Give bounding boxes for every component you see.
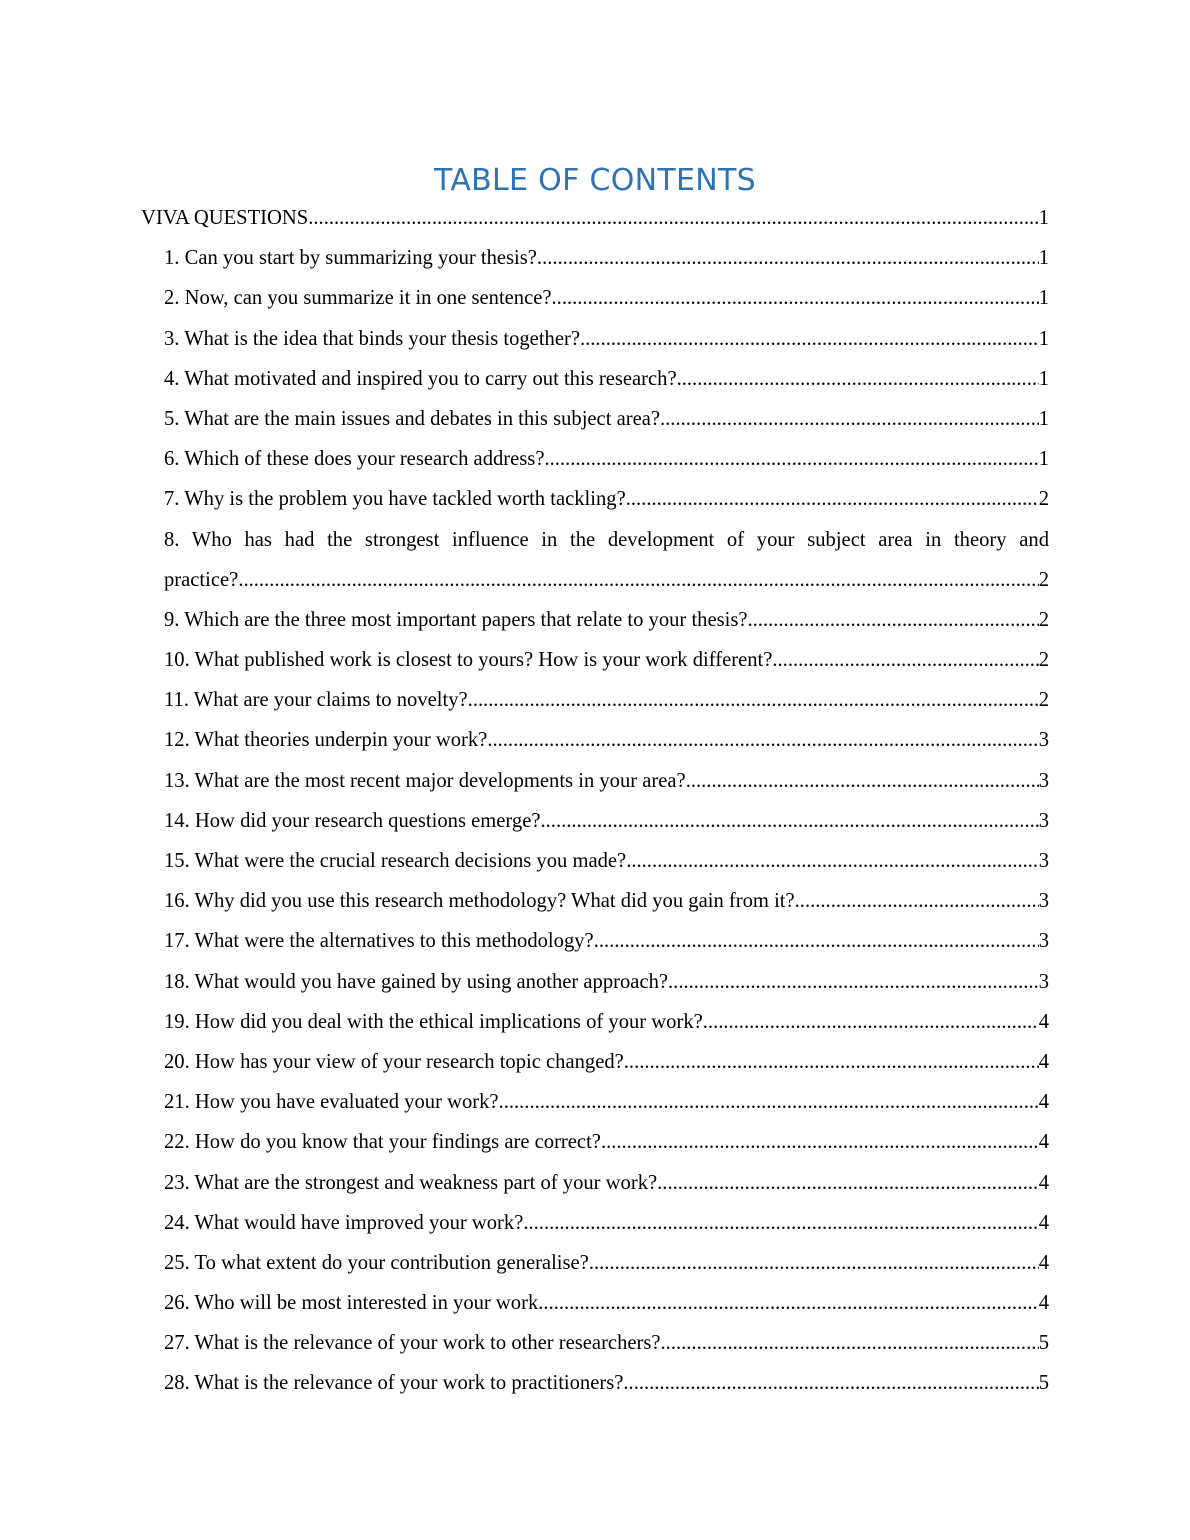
toc-entry[interactable] xyxy=(141,881,1049,921)
dot-leader xyxy=(626,841,1039,881)
toc-page-number: 2 xyxy=(1038,608,1049,631)
toc-entry-text: 16. Why did you use this research methodology? What did you gain from it? xyxy=(164,890,795,913)
dot-leader xyxy=(686,761,1039,801)
toc-entry[interactable] xyxy=(141,801,1049,841)
dot-leader xyxy=(523,1203,1038,1243)
toc-entry[interactable] xyxy=(141,1363,1049,1403)
toc-page-number: 1 xyxy=(1038,327,1049,350)
toc-entry[interactable] xyxy=(141,319,1049,359)
toc-page-number: 4 xyxy=(1038,1091,1049,1114)
toc-entry-text: 6. Which of these does your research address? xyxy=(164,448,545,471)
dot-leader xyxy=(657,1163,1039,1203)
dot-leader xyxy=(624,1042,1039,1082)
toc-entry[interactable] xyxy=(141,1283,1049,1323)
dot-leader xyxy=(238,560,1038,600)
toc-title: TABLE OF CONTENTS xyxy=(434,163,756,198)
toc-page-number: 1 xyxy=(1038,367,1049,390)
toc-entry[interactable] xyxy=(141,238,1049,278)
toc-entry-text: 3. What is the idea that binds your thesis together? xyxy=(164,327,580,350)
toc-entry[interactable] xyxy=(141,1122,1049,1162)
dot-leader xyxy=(601,1122,1039,1162)
toc-entry[interactable] xyxy=(141,399,1049,439)
toc-page-number: 4 xyxy=(1038,1131,1049,1154)
toc-page-number: 3 xyxy=(1038,769,1049,792)
toc-entry-text: VIVA QUESTIONS xyxy=(141,207,309,229)
toc-page-number: 1 xyxy=(1038,287,1049,310)
toc-entry[interactable] xyxy=(141,1002,1049,1042)
toc-entry-text: 1. Can you start by summarizing your thesis? xyxy=(164,247,537,270)
toc-page-number: 3 xyxy=(1038,850,1049,872)
toc-entry-text: 19. How did you deal with the ethical implications of your work? xyxy=(164,1010,703,1033)
toc-entry[interactable] xyxy=(141,1203,1049,1243)
toc-page-number: 3 xyxy=(1038,890,1049,913)
dot-leader xyxy=(499,1082,1039,1122)
dot-leader xyxy=(660,399,1039,439)
toc-entry[interactable] xyxy=(141,841,1049,881)
toc-page-number: 3 xyxy=(1038,970,1049,993)
dot-leader xyxy=(541,801,1039,841)
dot-leader xyxy=(772,640,1038,680)
toc-page-number: 3 xyxy=(1038,809,1049,832)
toc-entry[interactable] xyxy=(141,439,1049,479)
toc-entry[interactable] xyxy=(141,479,1049,519)
dot-leader xyxy=(594,921,1039,961)
toc-page-number: 1 xyxy=(1038,207,1049,229)
toc-page-number: 5 xyxy=(1038,1372,1049,1395)
toc-page-number: 3 xyxy=(1038,930,1049,953)
toc-entry[interactable] xyxy=(141,761,1049,801)
toc-entry-text: 26. Who will be most interested in your work xyxy=(164,1292,539,1315)
toc-entry-text: 2. Now, can you summarize it in one sentence? xyxy=(164,287,552,310)
toc-entry-8[interactable] xyxy=(141,520,1049,600)
dot-leader xyxy=(580,319,1039,359)
toc-entry[interactable] xyxy=(141,640,1049,680)
toc-entry-text: 15. What were the crucial research decisions you made? xyxy=(164,850,627,872)
toc-page-number: 1 xyxy=(1038,448,1049,471)
dot-leader xyxy=(538,1283,1038,1323)
dot-leader xyxy=(623,1363,1038,1403)
toc-entry-viva-questions[interactable] xyxy=(141,198,1049,238)
toc-entry-text: 7. Why is the problem you have tackled worth tackling? xyxy=(164,488,626,511)
toc-entry-text: 13. What are the most recent major developments in your area? xyxy=(164,769,686,792)
toc-entry-text: 12. What theories underpin your work? xyxy=(164,729,488,752)
toc-entry[interactable] xyxy=(141,680,1049,720)
toc-entries-group xyxy=(141,600,1049,1404)
dot-leader xyxy=(748,600,1039,640)
toc-page-number: 1 xyxy=(1038,407,1049,430)
dot-leader xyxy=(626,479,1039,519)
toc-entry-text: 14. How did your research questions emerge? xyxy=(164,809,541,832)
dot-leader xyxy=(552,278,1039,318)
toc-entry-text: 10. What published work is closest to yours? How is your work different? xyxy=(164,649,773,672)
toc-entries-group xyxy=(141,238,1049,519)
toc-page-number: 3 xyxy=(1038,729,1049,752)
toc-page-number: 2 xyxy=(1038,649,1049,672)
dot-leader xyxy=(668,962,1039,1002)
toc-entry[interactable] xyxy=(141,1163,1049,1203)
toc-page-number: 5 xyxy=(1038,1332,1049,1355)
toc-entry-text: 25. To what extent do your contribution generalise? xyxy=(164,1251,589,1274)
toc-entry[interactable] xyxy=(141,359,1049,399)
toc-entry[interactable] xyxy=(141,600,1049,640)
table-of-contents xyxy=(141,198,1049,1404)
toc-entry-text: 28. What is the relevance of your work to practitioners? xyxy=(164,1372,624,1395)
dot-leader xyxy=(677,359,1039,399)
toc-entry[interactable] xyxy=(141,1243,1049,1283)
toc-page-number: 4 xyxy=(1038,1171,1049,1194)
toc-entry[interactable] xyxy=(141,1082,1049,1122)
toc-entry-text: 27. What is the relevance of your work to other researchers? xyxy=(164,1332,661,1355)
toc-page-number: 4 xyxy=(1038,1050,1049,1073)
toc-entry-text-line1: 8. Who has had the strongest influence in the development of your subject area in theory and xyxy=(164,528,1049,551)
toc-entry-text-line2: practice? xyxy=(164,568,239,591)
toc-entry-text: 18. What would you have gained by using another approach? xyxy=(164,970,669,993)
toc-entry-text: 4. What motivated and inspired you to carry out this research? xyxy=(164,367,677,390)
toc-entry-text: 23. What are the strongest and weakness part of your work? xyxy=(164,1171,658,1194)
dot-leader xyxy=(703,1002,1039,1042)
dot-leader xyxy=(589,1243,1039,1283)
toc-entry-text: 5. What are the main issues and debates in this subject area? xyxy=(164,407,660,430)
dot-leader xyxy=(537,238,1039,278)
toc-entry-line2 xyxy=(164,560,1049,600)
toc-entry-text: 20. How has your view of your research topic changed? xyxy=(164,1050,624,1073)
toc-entry[interactable] xyxy=(141,720,1049,760)
toc-entry-text: 9. Which are the three most important papers that relate to your thesis? xyxy=(164,608,748,631)
toc-entry[interactable] xyxy=(141,921,1049,961)
toc-entry-text: 21. How you have evaluated your work? xyxy=(164,1091,499,1114)
dot-leader xyxy=(308,198,1038,238)
toc-page-number: 4 xyxy=(1038,1211,1049,1234)
toc-entry-text: 22. How do you know that your findings are correct? xyxy=(164,1131,601,1154)
toc-page-number: 2 xyxy=(1038,488,1049,511)
dot-leader xyxy=(795,881,1039,921)
dot-leader xyxy=(544,439,1038,479)
toc-page-number: 2 xyxy=(1038,689,1049,712)
toc-page-number: 4 xyxy=(1038,1010,1049,1033)
toc-entry-text: 11. What are your claims to novelty? xyxy=(164,689,468,712)
toc-entry-text: 24. What would have improved your work? xyxy=(164,1211,524,1234)
dot-leader xyxy=(468,680,1039,720)
toc-page-number: 1 xyxy=(1038,247,1049,270)
toc-page-number: 2 xyxy=(1038,568,1049,591)
toc-entry[interactable] xyxy=(141,278,1049,318)
toc-page-number: 4 xyxy=(1038,1251,1049,1274)
toc-entry[interactable] xyxy=(141,1042,1049,1082)
toc-entry[interactable] xyxy=(141,962,1049,1002)
dot-leader xyxy=(661,1323,1039,1363)
toc-entry-text: 17. What were the alternatives to this methodology? xyxy=(164,930,594,953)
dot-leader xyxy=(487,720,1038,760)
toc-page-number: 4 xyxy=(1038,1292,1049,1315)
toc-entry[interactable] xyxy=(141,1323,1049,1363)
